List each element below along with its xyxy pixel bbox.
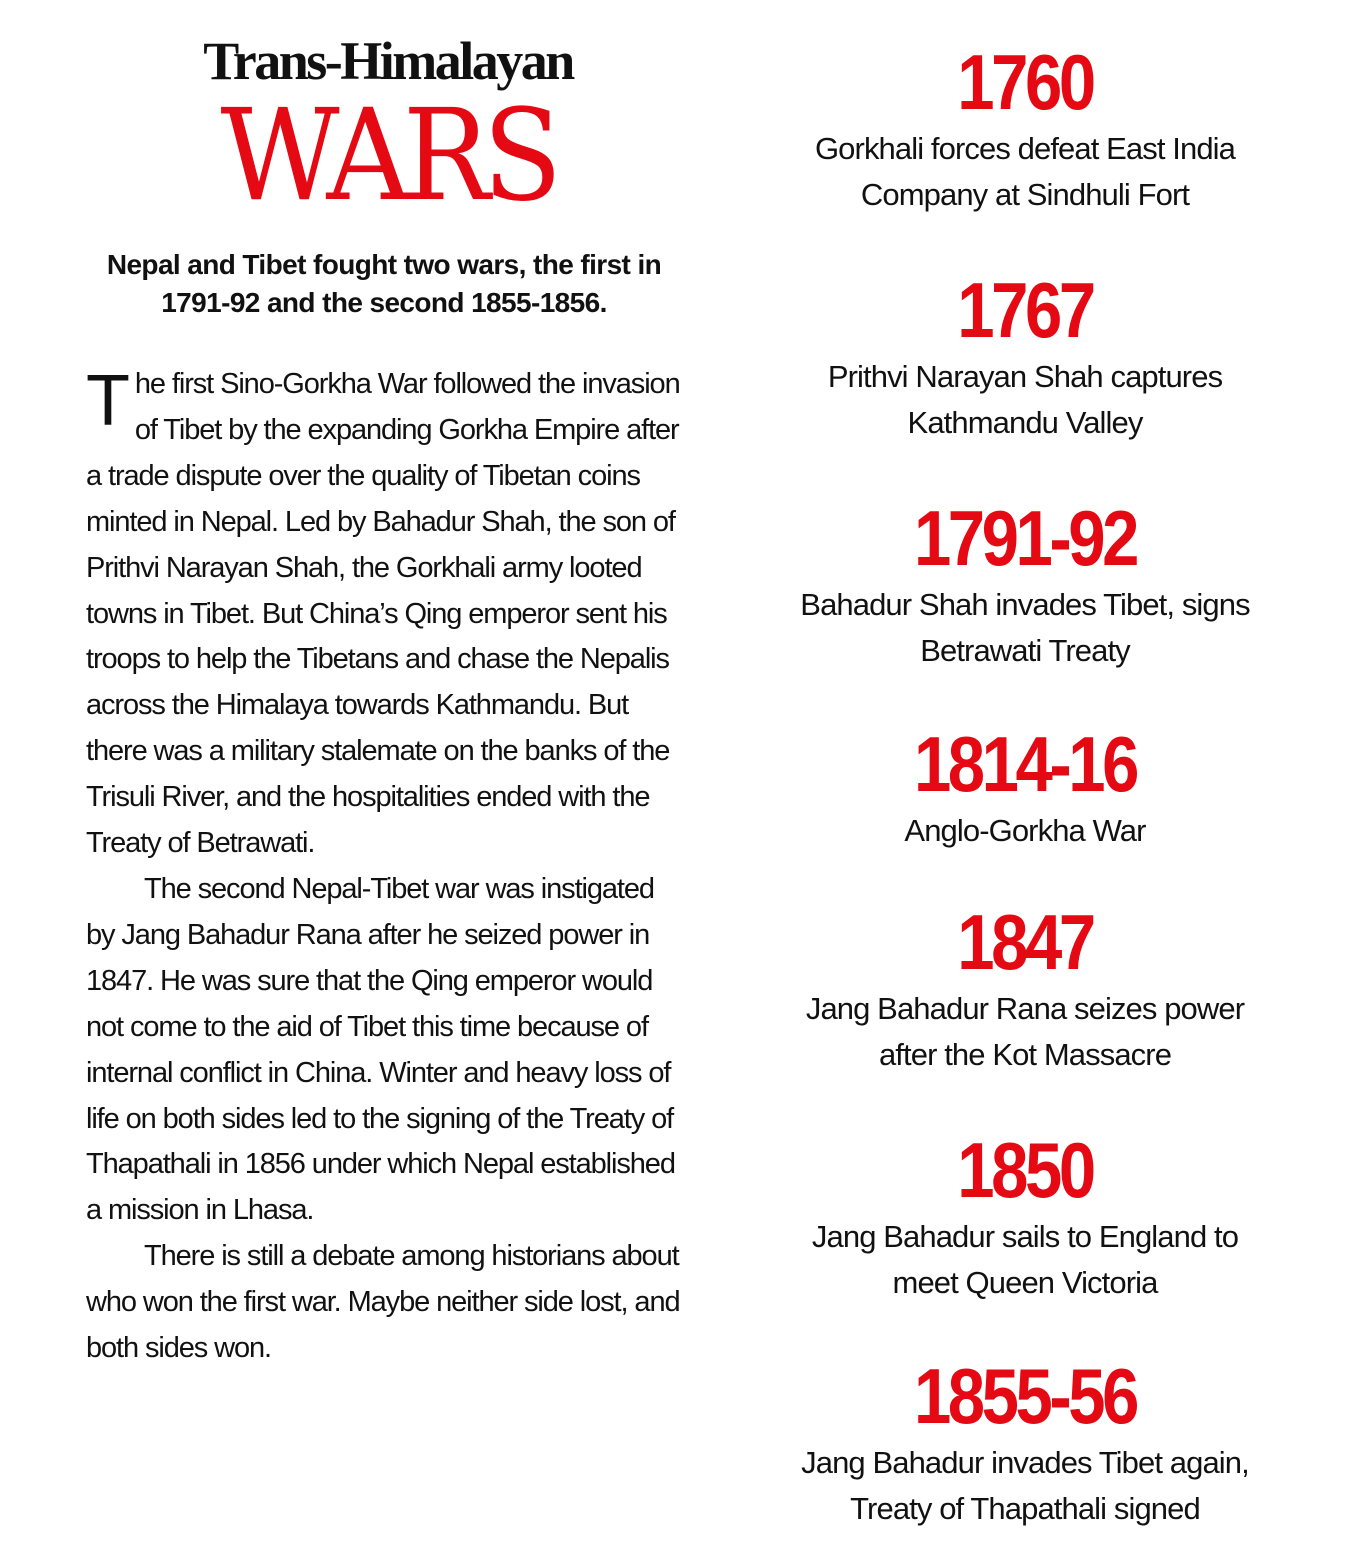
timeline-description: Anglo-Gorkha War xyxy=(904,813,1146,848)
timeline-entry xyxy=(780,1126,1270,1352)
drop-cap: T xyxy=(86,361,129,441)
timeline-description: Bahadur Shah invades Tibet, signs Betrawati Treaty xyxy=(800,587,1250,668)
headline: WARS xyxy=(220,82,555,229)
timeline-description: Jang Bahadur sails to England to meet Queen Victoria xyxy=(811,1219,1239,1300)
article-paragraph-1 xyxy=(86,362,682,867)
timeline-description: Prithvi Narayan Shah captures Kathmandu Valley xyxy=(827,359,1223,440)
timeline-description: Jang Bahadur Rana seizes power after the Kot Massacre xyxy=(805,991,1245,1072)
timeline-description: Gorkhali forces defeat East India Company at Sindhuli Fort xyxy=(814,131,1236,212)
timeline-year: 1847 xyxy=(957,898,1093,986)
timeline-year: 1814-16 xyxy=(913,720,1137,808)
timeline-year: 1855-56 xyxy=(913,1352,1137,1440)
timeline-description: Jang Bahadur invades Tibet again, Treaty of Thapathali signed xyxy=(801,1445,1249,1526)
timeline-year: 1760 xyxy=(957,38,1093,126)
timeline-entry xyxy=(780,38,1270,266)
article-paragraph-2: The second Nepal-Tibet war was instigated by Jang Bahadur Rana after he seized power in 1847. He was sure that the Qing emperor would not come to the aid of Tibet this time because of internal conflict in China. Winter and heavy loss of life on both sides led to the signing of the Treaty of Thapathali in 1856 under which Nepal established a mission in Lhasa. xyxy=(86,872,675,1227)
timeline-entry xyxy=(780,720,1270,898)
deck: Nepal and Tibet fought two wars, the first in 1791-92 and the second 1855-1856. xyxy=(106,249,662,318)
headline-kicker: Trans-Himalayan xyxy=(203,31,573,91)
article-column xyxy=(86,30,682,1372)
timeline-year: 1767 xyxy=(957,266,1093,354)
timeline xyxy=(780,38,1270,1532)
timeline-entry xyxy=(780,898,1270,1126)
article-paragraph-3: There is still a debate among historians about who won the first war. Maybe neither side lost, and both sides won. xyxy=(86,1240,680,1365)
timeline-entry xyxy=(780,266,1270,494)
timeline-year: 1850 xyxy=(957,1126,1093,1214)
timeline-entry xyxy=(780,1352,1270,1532)
article-body xyxy=(86,362,682,1372)
timeline-entry xyxy=(780,494,1270,720)
timeline-year: 1791-92 xyxy=(913,494,1137,582)
paragraph-1-text: he first Sino-Gorkha War followed the invasion of Tibet by the expanding Gorkha Empire after a trade dispute over the quality of Tibetan coins minted in Nepal. Led by Bahadur Shah, the son of Prithvi Narayan Shah, the Gorkhali army looted towns in Tibet. But China’s Qing emperor sent his troops to help the Tibetans and chase the Nepalis across the Himalaya towards Kathmandu. But there was a military stalemate on the banks of the Trisuli River, and the hospitalities ended with the Treaty of Betrawati. xyxy=(86,368,680,860)
